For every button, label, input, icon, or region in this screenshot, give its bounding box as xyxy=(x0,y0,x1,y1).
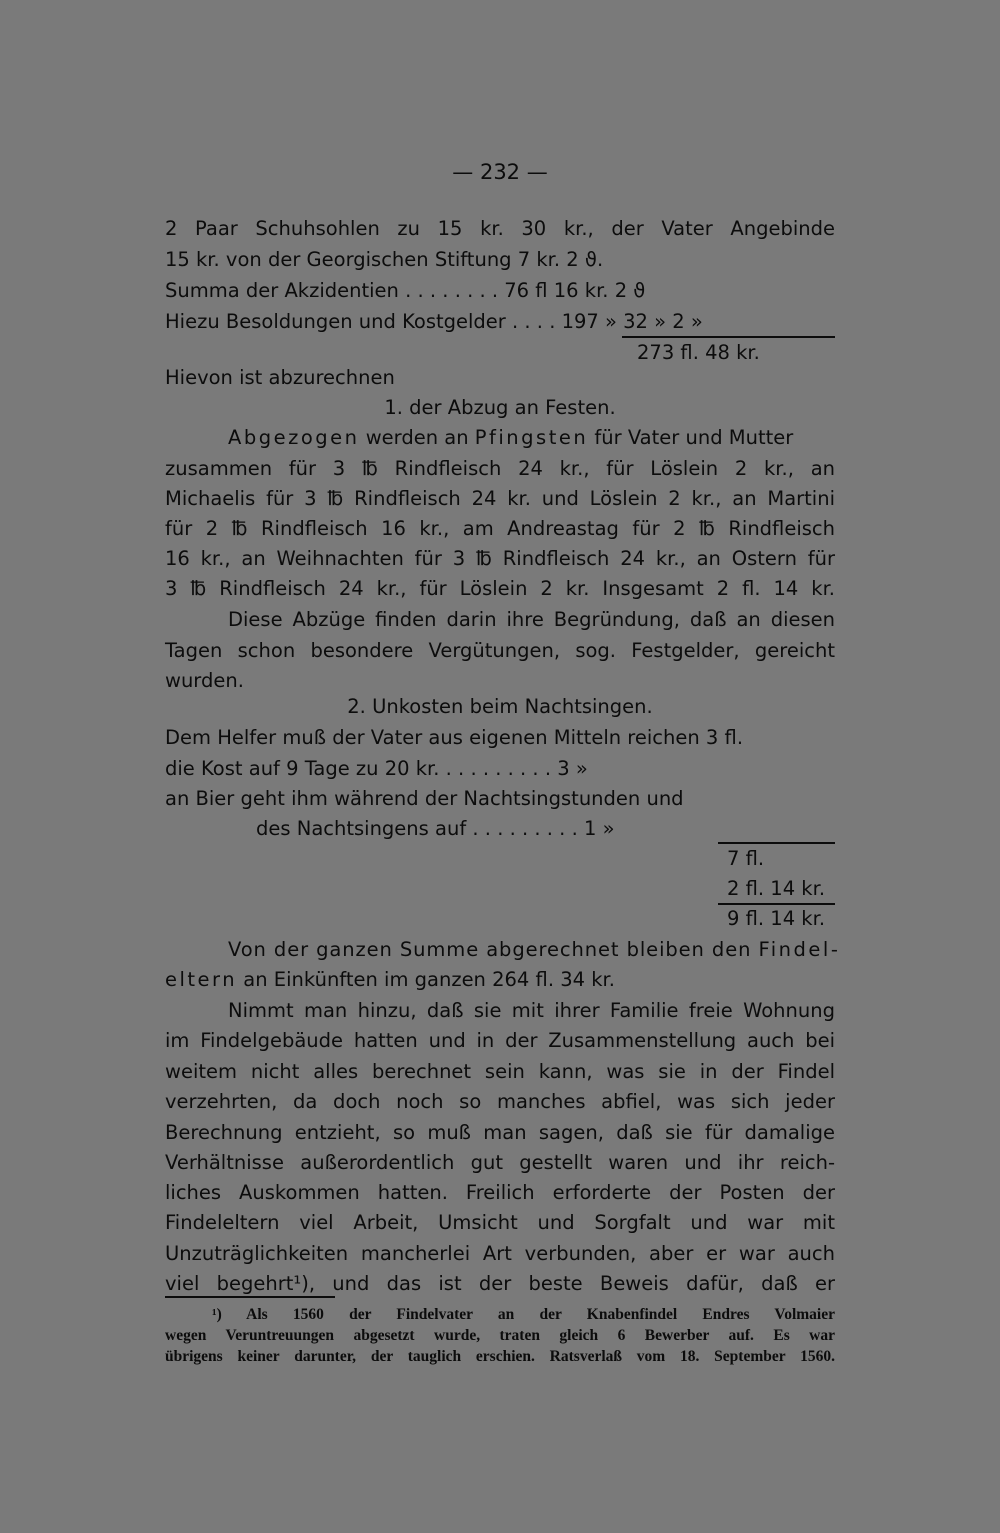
text-line: eltern an Einkünften im ganzen 264 fl. 34 kr. xyxy=(165,968,615,991)
total-line: 273 fl. 48 kr. xyxy=(637,341,760,364)
underline-mark xyxy=(165,1296,335,1298)
sum-line: Hiezu Besoldungen und Kostgelder . . . . 197 » 32 » 2 » xyxy=(165,310,703,333)
text-line: Unzuträglichkeiten mancherlei Art verbunden, aber er war auch xyxy=(165,1242,835,1265)
footnote-line: wegen Veruntreuungen abgesetzt wurde, traten gleich 6 Bewerber auf. Es war xyxy=(165,1327,835,1344)
sum-line: Summa der Akzidentien . . . . . . . . 76 fl 16 kr. 2 ϑ xyxy=(165,279,646,302)
subtotal-line: 2 fl. 14 kr. xyxy=(727,877,826,900)
text-line: Berechnung entzieht, so muß man sagen, daß sie für damalige xyxy=(165,1121,835,1144)
page-number: — 232 — xyxy=(452,160,548,184)
text-line: an Bier geht ihm während der Nachtsingstunden und xyxy=(165,787,684,810)
text-line: im Findelgebäude hatten und in der Zusammenstellung auch bei xyxy=(165,1029,835,1052)
text-line: zusammen für 3 ℔ Rindfleisch 24 kr., für Löslein 2 kr., an xyxy=(165,457,835,480)
text-line: 16 kr., an Weihnachten für 3 ℔ Rindfleisch 24 kr., an Ostern für xyxy=(165,547,835,570)
text-line: die Kost auf 9 Tage zu 20 kr. . . . . . . . . . 3 » xyxy=(165,757,588,780)
footnote-line: ¹) Als 1560 der Findelvater an der Knabenfindel Endres Volmaier xyxy=(212,1306,835,1323)
text-line: Von der ganzen Summe abgerechnet bleiben den Findel- xyxy=(228,938,841,961)
total-line: 9 fl. 14 kr. xyxy=(727,907,826,930)
text-line: Michaelis für 3 ℔ Rindfleisch 24 kr. und Löslein 2 kr., an Martini xyxy=(165,487,835,510)
text-line: Hievon ist abzurechnen xyxy=(165,366,395,389)
subtotal-line: 7 fl. xyxy=(727,847,765,870)
text-line: für 2 ℔ Rindfleisch 16 kr., am Andreastag für 2 ℔ Rindfleisch xyxy=(165,517,835,540)
text-line: 2 Paar Schuhsohlen zu 15 kr. 30 kr., der Vater Angebinde xyxy=(165,217,835,240)
text-line: 3 ℔ Rindfleisch 24 kr., für Löslein 2 kr. Insgesamt 2 fl. 14 kr. xyxy=(165,577,835,600)
sum-rule xyxy=(718,842,835,844)
text-line: viel begehrt¹), und das ist der beste Beweis dafür, daß er xyxy=(165,1272,835,1295)
text-line: liches Auskommen hatten. Freilich erforderte der Posten der xyxy=(165,1181,835,1204)
text-line: Tagen schon besondere Vergütungen, sog. Festgelder, gereicht xyxy=(165,639,835,662)
text-line: Abgezogen werden an Pfingsten für Vater und Mutter xyxy=(228,426,794,449)
text-line: Dem Helfer muß der Vater aus eigenen Mitteln reichen 3 fl. xyxy=(165,726,744,749)
sum-rule xyxy=(622,336,835,338)
section-heading: 1. der Abzug an Festen. xyxy=(384,396,616,419)
text-line: Nimmt man hinzu, daß sie mit ihrer Familie freie Wohnung xyxy=(228,999,835,1022)
section-heading: 2. Unkosten beim Nachtsingen. xyxy=(347,695,653,718)
text-line: Verhältnisse außerordentlich gut gestellt waren und ihr reich- xyxy=(165,1151,835,1174)
text-line: weitem nicht alles berechnet sein kann, was sie in der Findel xyxy=(165,1060,835,1083)
text-line: wurden. xyxy=(165,669,244,692)
text-line: Findeleltern viel Arbeit, Umsicht und Sorgfalt und war mit xyxy=(165,1211,835,1234)
text-line: verzehrten, da doch noch so manches abfiel, was sich jeder xyxy=(165,1090,835,1113)
text-line: 15 kr. von der Georgischen Stiftung 7 kr. 2 ϑ. xyxy=(165,248,604,271)
text-line: des Nachtsingens auf . . . . . . . . . 1 » xyxy=(256,817,615,840)
footnote-line: übrigens keiner darunter, der tauglich erschien. Ratsverlaß vom 18. September 1560. xyxy=(165,1348,835,1365)
text-line: Diese Abzüge finden darin ihre Begründung, daß an diesen xyxy=(228,608,835,631)
sum-rule xyxy=(718,903,835,905)
